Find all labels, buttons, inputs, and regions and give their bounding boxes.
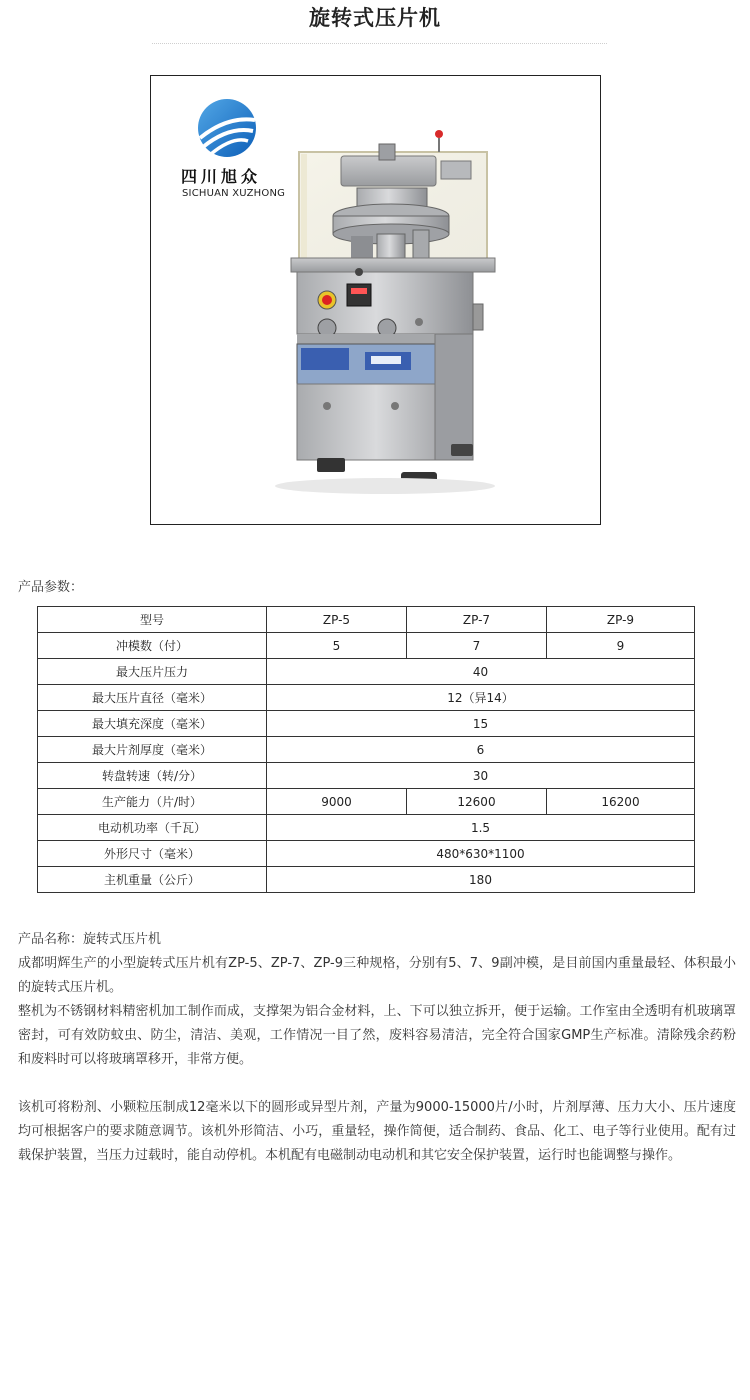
table-cell: 9000 <box>267 789 407 815</box>
product-description <box>18 928 736 1072</box>
table-cell: 12（异14） <box>267 685 695 711</box>
table-header-cell: 型号 <box>38 607 267 633</box>
company-logo-name-cn: 四川旭众 <box>181 167 262 186</box>
row-label: 最大填充深度（毫米） <box>38 711 267 737</box>
product-name: 产品名称：旋转式压片机 <box>18 932 162 947</box>
table-header-cell: ZP-9 <box>547 607 695 633</box>
spec-table <box>37 606 695 893</box>
table-cell: 6 <box>267 737 695 763</box>
table-header-row <box>38 607 695 633</box>
description-paragraph: 成都明辉生产的小型旋转式压片机有ZP-5、ZP-7、ZP-9三种规格，分别有5、7、9副冲模，是目前国内重量最轻、体积最小的旋转式压片机。 <box>18 956 736 995</box>
table-row <box>38 711 695 737</box>
table-row <box>38 737 695 763</box>
row-label: 最大片剂厚度（毫米） <box>38 737 267 763</box>
company-logo <box>198 99 256 157</box>
table-cell: 1.5 <box>267 815 695 841</box>
product-description-extra <box>18 1096 736 1168</box>
table-cell: 30 <box>267 763 695 789</box>
row-label: 生产能力（片/时） <box>38 789 267 815</box>
row-label: 主机重量（公斤） <box>38 867 267 893</box>
row-label: 外形尺寸（毫米） <box>38 841 267 867</box>
tablet-press-machine-illustration <box>151 76 600 524</box>
table-cell: 5 <box>267 633 407 659</box>
row-label: 冲模数（付） <box>38 633 267 659</box>
row-label: 电动机功率（千瓦） <box>38 815 267 841</box>
table-row <box>38 633 695 659</box>
row-label: 转盘转速（转/分） <box>38 763 267 789</box>
table-row <box>38 685 695 711</box>
description-paragraph: 该机可将粉剂、小颗粒压制成12毫米以下的圆形或异型片剂，产量为9000-15000片/小时，片剂厚薄、压力大小、压片速度均可根据客户的要求随意调节。该机外形简洁、小巧，重量轻，操作简便，适合制药、食品、化工、电子等行业使用。配有过载保护装置，当压力过载时，能自动停机。本机配有电磁制动电动机和其它安全保护装置，运行时也能调整与操作。 <box>18 1100 736 1163</box>
params-label: 产品参数： <box>18 580 84 595</box>
table-row <box>38 867 695 893</box>
product-image <box>150 75 601 525</box>
table-header-cell: ZP-7 <box>407 607 547 633</box>
table-cell: 12600 <box>407 789 547 815</box>
company-logo-name-en: SICHUAN XUZHONG <box>182 188 286 199</box>
table-cell: 15 <box>267 711 695 737</box>
table-header-cell: ZP-5 <box>267 607 407 633</box>
table-cell: 9 <box>547 633 695 659</box>
row-label: 最大压片压力 <box>38 659 267 685</box>
row-label: 最大压片直径（毫米） <box>38 685 267 711</box>
table-row <box>38 789 695 815</box>
page-title: 旋转式压片机 <box>309 6 441 30</box>
title-divider <box>152 43 607 44</box>
table-cell: 16200 <box>547 789 695 815</box>
table-cell: 40 <box>267 659 695 685</box>
table-cell: 480*630*1100 <box>267 841 695 867</box>
table-row <box>38 841 695 867</box>
description-paragraph: 整机为不锈钢材料精密机加工制作而成，支撑架为铝合金材料，上、下可以独立拆开，便于运输。工作室由全透明有机玻璃罩密封，可有效防蚊虫、防尘，清洁、美观，工作情况一目了然，废料容易清洁，完全符合国家GMP生产标准。清除残余药粉和废料时可以将玻璃罩移开，非常方便。 <box>18 1004 736 1067</box>
table-row <box>38 763 695 789</box>
table-cell: 7 <box>407 633 547 659</box>
table-cell: 180 <box>267 867 695 893</box>
table-row <box>38 815 695 841</box>
table-row <box>38 659 695 685</box>
